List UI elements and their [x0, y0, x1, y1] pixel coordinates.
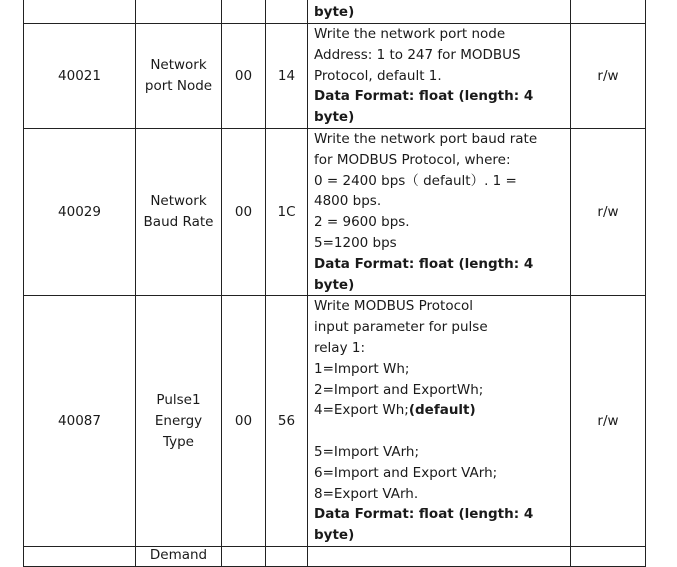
register-address: 40029	[24, 128, 136, 295]
table-row	[24, 547, 646, 567]
lo-byte: 56	[266, 296, 308, 547]
hi-byte: 00	[222, 296, 266, 547]
parameter-name: Network Baud Rate	[136, 128, 222, 295]
description: Write MODBUS Protocol input parameter for pulse relay 1: 1=Import Wh; 2=Import and ExportWh; 4=Export Wh;(default) 5=Import VArh; 6=Import and Export VArh; 8=Export VArh. Data Format: float (length: 4 byte)	[308, 296, 571, 547]
register-address: 40021	[24, 24, 136, 129]
table-row	[24, 128, 646, 295]
parameter-name: Pulse1 Energy Type	[136, 296, 222, 547]
format-continuation: byte)	[314, 4, 355, 21]
table-row	[24, 24, 646, 129]
lo-byte: 1C	[266, 128, 308, 295]
access-mode: r/w	[571, 24, 646, 129]
parameter-name: Network port Node	[136, 24, 222, 129]
description: Write the network port node Address: 1 to 247 for MODBUS Protocol, default 1. Data Format: float (length: 4 byte)	[308, 24, 571, 129]
table-row	[24, 296, 646, 547]
lo-byte: 14	[266, 24, 308, 129]
hi-byte: 00	[222, 128, 266, 295]
register-address: 40087	[24, 296, 136, 547]
description: Write the network port baud rate for MODBUS Protocol, where: 0 = 2400 bps（ default）. 1 = 4800 bps. 2 = 9600 bps. 5=1200 bps Data Format: float (length: 4 byte)	[308, 128, 571, 295]
parameter-name: Demand	[149, 547, 208, 564]
default-option: 4=Export Wh;(default)	[314, 402, 476, 419]
access-mode: r/w	[571, 296, 646, 547]
table-row	[24, 0, 646, 24]
access-mode: r/w	[571, 128, 646, 295]
hi-byte: 00	[222, 24, 266, 129]
register-table	[23, 0, 646, 567]
